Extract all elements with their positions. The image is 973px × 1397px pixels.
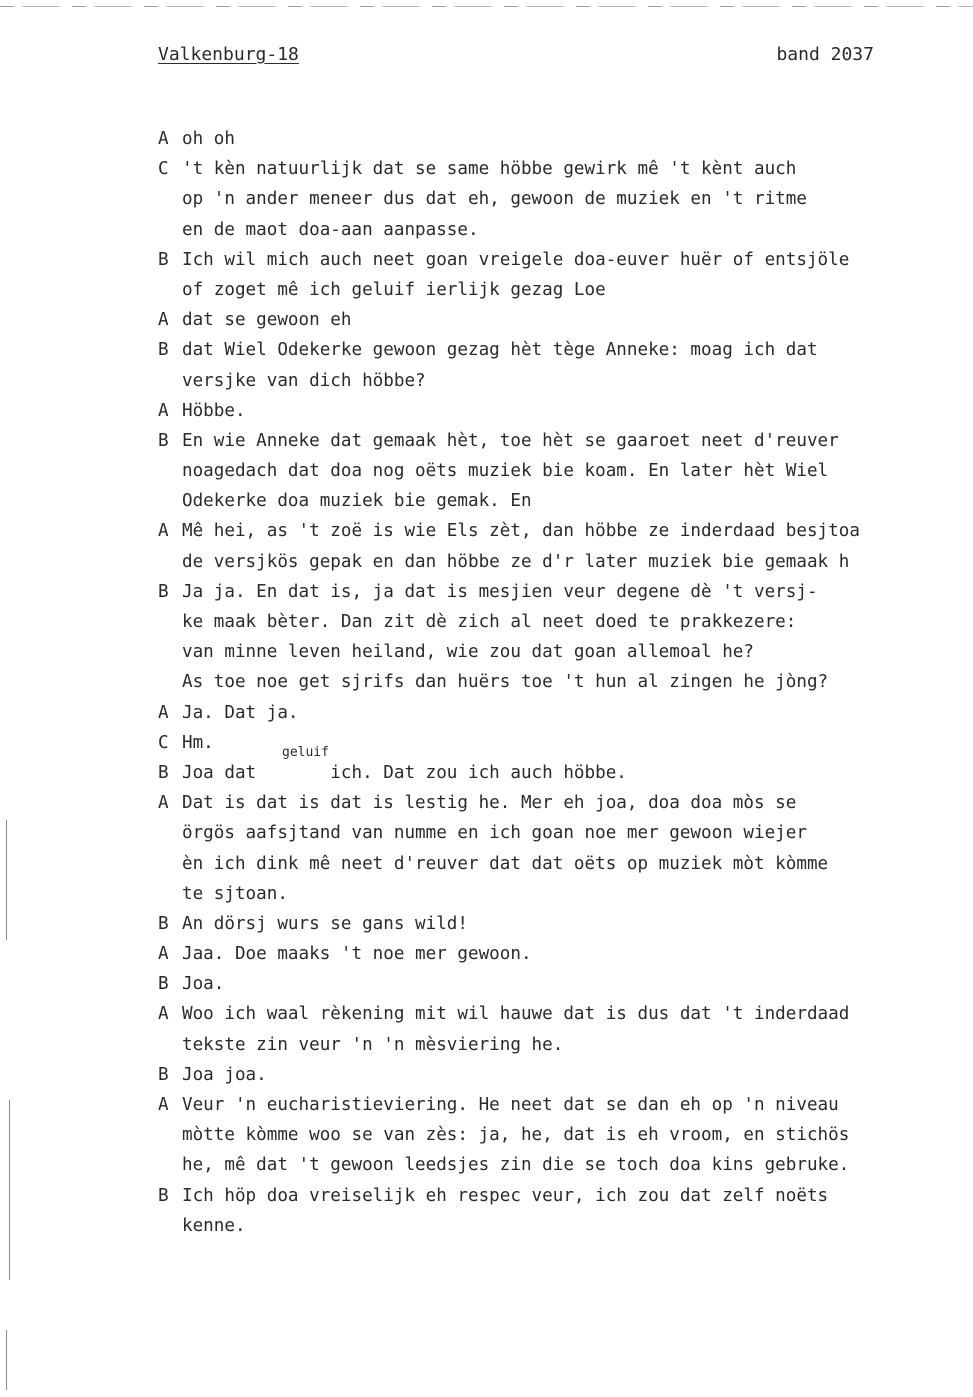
utterance-text: te sjtoan. <box>182 883 288 904</box>
utterance-text: An dörsj wurs se gans wild! <box>182 913 468 934</box>
utterance-text: versjke van dich höbbe? <box>182 370 426 391</box>
speaker-label: B <box>158 1185 169 1206</box>
transcript-line <box>158 516 973 546</box>
transcript <box>158 124 973 1241</box>
page-header <box>158 44 874 72</box>
utterance-text: de versjkös gepak en dan höbbe ze d'r later muziek bie gemaak h <box>182 551 850 572</box>
utterance-text: of zoget mê ich geluif ierlijk gezag Loe <box>182 279 606 300</box>
utterance-text: Odekerke doa muziek bie gemak. En <box>182 491 532 512</box>
document-title: Valkenburg-18 <box>158 44 299 65</box>
transcript-line <box>158 486 973 516</box>
utterance-text: noagedach dat doa nog oëts muziek bie koam. En later hèt Wiel <box>182 461 829 482</box>
speaker-label: B <box>158 430 169 451</box>
speaker-label: A <box>158 400 169 421</box>
transcript-line <box>158 124 973 154</box>
utterance-text: Mê hei, as 't zoë is wie Els zèt, dan höbbe ze inderdaad besjtoa <box>182 521 860 542</box>
handwritten-correction: geluif <box>282 744 329 760</box>
speaker-label: B <box>158 1064 169 1085</box>
transcript-line <box>158 849 973 879</box>
utterance-text: op 'n ander meneer dus dat eh, gewoon de muziek en 't ritme <box>182 189 807 210</box>
utterance-text: 't kèn natuurlijk dat se same höbbe gewirk mê 't kènt auch <box>182 159 797 180</box>
transcript-line <box>158 744 973 788</box>
speaker-label: B <box>158 340 169 361</box>
utterance-text: en de maot doa-aan aanpasse. <box>182 219 479 240</box>
transcript-line <box>158 818 973 848</box>
transcript-line <box>158 154 973 184</box>
utterance-text: Joa joa. <box>182 1064 267 1085</box>
transcript-line <box>158 788 973 818</box>
utterance-text: En wie Anneke dat gemaak hèt, toe hèt se gaaroet neet d'reuver <box>182 430 839 451</box>
utterance-text: èn ich dink mê neet d'reuver dat dat oëts op muziek mòt kòmme <box>182 853 829 874</box>
utterance-text: he, mê dat 't gewoon leedsjes zin die se toch doa kins gebruke. <box>182 1155 850 1176</box>
transcript-line <box>158 366 973 396</box>
transcript-line <box>158 456 973 486</box>
utterance-text: Joa dat ich. Dat zou ich auch höbbe. <box>182 762 627 783</box>
transcript-line <box>158 577 973 607</box>
speaker-label: B <box>158 581 169 602</box>
speaker-label: A <box>158 793 169 814</box>
transcript-line <box>158 667 973 697</box>
transcript-line <box>158 607 973 637</box>
transcript-line <box>158 215 973 245</box>
utterance-text: dat Wiel Odekerke gewoon gezag hèt tège Anneke: moag ich dat <box>182 340 818 361</box>
speaker-label: B <box>158 762 169 783</box>
utterance-text: As toe noe get sjrifs dan huërs toe 't hun al zingen he jòng? <box>182 672 829 693</box>
transcript-line <box>158 335 973 365</box>
transcript-line <box>158 909 973 939</box>
utterance-text: Ich wil mich auch neet goan vreigele doa-euver huër of entsjöle <box>182 249 850 270</box>
speaker-label: B <box>158 249 169 270</box>
speaker-label: B <box>158 913 169 934</box>
transcript-line <box>158 1150 973 1180</box>
transcript-line <box>158 698 973 728</box>
scan-edge-left <box>6 820 7 940</box>
transcript-line <box>158 1030 973 1060</box>
transcript-line <box>158 1120 973 1150</box>
utterance-text: dat se gewoon eh <box>182 310 352 331</box>
utterance-text: Veur 'n eucharistieviering. He neet dat se dan eh op 'n niveau <box>182 1095 839 1115</box>
transcript-line <box>158 1211 973 1241</box>
utterance-text: Höbbe. <box>182 400 246 421</box>
utterance-text: Woo ich waal rèkening mit wil hauwe dat is dus dat 't inderdaad <box>182 1004 850 1025</box>
transcript-line <box>158 1090 973 1120</box>
transcript-line <box>158 939 973 969</box>
utterance-text: Hm. <box>182 732 214 753</box>
transcript-line <box>158 637 973 667</box>
speaker-label: A <box>158 702 169 723</box>
utterance-text: Ja ja. En dat is, ja dat is mesjien veur degene dè 't versj- <box>182 581 818 602</box>
speaker-label: A <box>158 944 169 965</box>
utterance-text: Dat is dat is dat is lestig he. Mer eh joa, doa doa mòs se <box>182 793 797 814</box>
utterance-text: ke maak bèter. Dan zit dè zich al neet doed te prakkezere: <box>182 612 797 632</box>
transcript-line <box>158 426 973 456</box>
transcript-line <box>158 275 973 305</box>
speaker-label: A <box>158 1004 169 1025</box>
utterance-text: Joa. <box>182 974 225 995</box>
utterance-text: Ich höp doa vreiselijk eh respec veur, ich zou dat zelf noëts <box>182 1185 829 1206</box>
utterance-text: Jaa. Doe maaks 't noe mer gewoon. <box>182 944 532 965</box>
scan-edge-top <box>0 6 973 7</box>
speaker-label: A <box>158 129 169 149</box>
scan-edge-left <box>9 1100 10 1280</box>
transcript-line <box>158 1181 973 1211</box>
transcript-line <box>158 184 973 214</box>
transcript-line <box>158 1060 973 1090</box>
speaker-label: C <box>158 732 169 753</box>
scan-edge-left <box>6 1330 7 1390</box>
transcript-line <box>158 728 973 758</box>
utterance-text: oh oh <box>182 129 235 149</box>
utterance-text: van minne leven heiland, wie zou dat goan allemoal he? <box>182 642 754 663</box>
utterance-text: örgös aafsjtand van numme en ich goan noe mer gewoon wiejer <box>182 823 807 844</box>
utterance-text: mòtte kòmme woo se van zès: ja, he, dat is eh vroom, en stichös <box>182 1125 850 1146</box>
transcript-line <box>158 999 973 1029</box>
transcript-line <box>158 547 973 577</box>
tape-number: band 2037 <box>776 44 874 65</box>
speaker-label: A <box>158 310 169 331</box>
speaker-label: A <box>158 1095 169 1115</box>
speaker-label: C <box>158 159 169 180</box>
transcript-line <box>158 396 973 426</box>
speaker-label: A <box>158 521 169 542</box>
speaker-label: B <box>158 974 169 995</box>
transcript-line <box>158 245 973 275</box>
utterance-text: tekste zin veur 'n 'n mèsviering he. <box>182 1034 564 1055</box>
transcript-line <box>158 969 973 999</box>
utterance-text: Ja. Dat ja. <box>182 702 299 723</box>
utterance-text: kenne. <box>182 1215 246 1236</box>
transcript-line <box>158 305 973 335</box>
transcript-line <box>158 879 973 909</box>
